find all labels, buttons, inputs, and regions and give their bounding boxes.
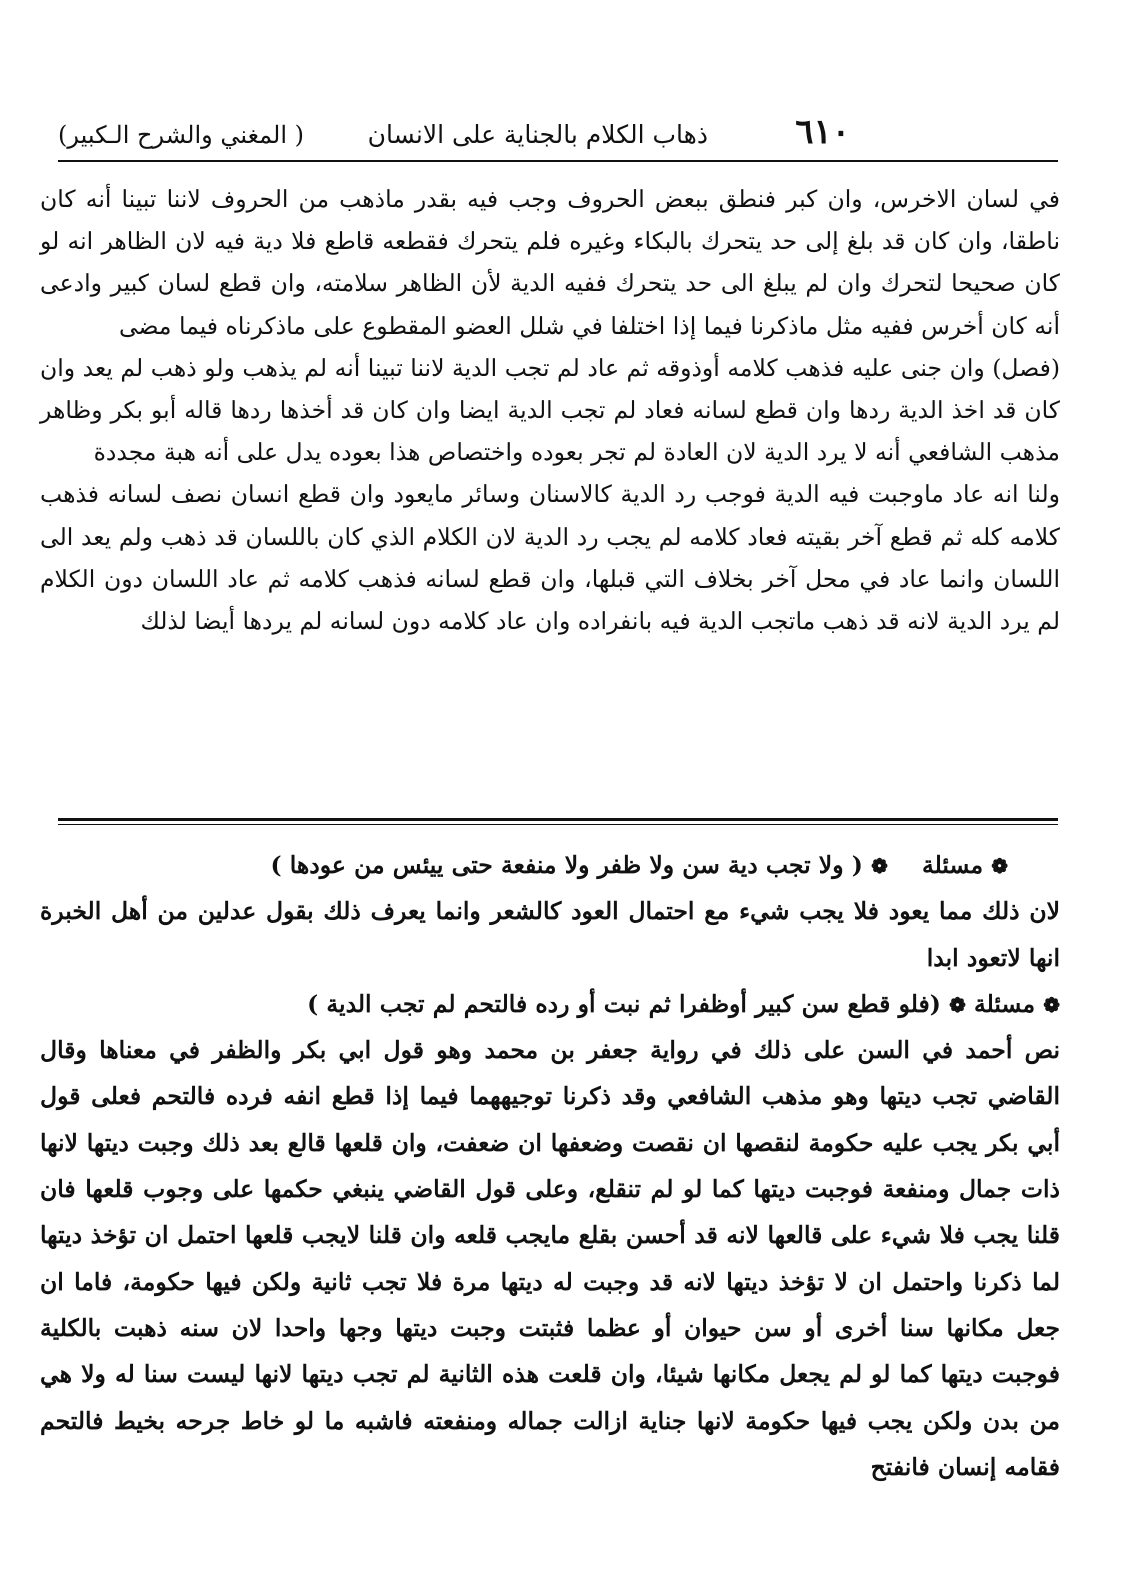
masala-label: مسئلة [974, 989, 1036, 1018]
masala-text: ( ولا تجب دية سن ولا ظفر ولا منفعة حتى ييئس من عودها ) [270, 851, 863, 879]
masala-heading [40, 981, 1060, 1027]
masala-heading [40, 842, 1060, 888]
header-rule [58, 160, 1058, 162]
masala-text: (فلو قطع سن كبير أوظفرا ثم نبت أو رده فالتحم لم تجب الدية ) [307, 989, 941, 1018]
paragraph: (فصل) وان جنى عليه فذهب كلامه أوذوقه ثم عاد لم تجب الدية لاننا تبينا أنه لم يذهب ولو ذهب لم يعد وان كان قد اخذ الدية ردها وان قطع لسانه فعاد لم تجب الدية ايضا وان كان قد أخذها ردها قاله أبو بكر وظاهر مذهب الشافعي أنه لا يرد الدية لان العادة لم تجر بعوده واختصاص هذا بعوده يدل على أنه هبة مجددة [40, 353, 1060, 467]
page-header [58, 112, 1058, 158]
divider-thin-line [58, 824, 1058, 825]
ornament-icon: ❁ [1043, 992, 1060, 1017]
ornament-icon: ❁ [949, 992, 966, 1017]
main-text [40, 178, 1060, 642]
book-title: ( المغني والشرح الـكبير) [58, 121, 304, 149]
divider-thick-line [58, 818, 1058, 821]
paragraph: ولنا انه عاد ماوجبت فيه الدية فوجب رد الدية كالاسنان وسائر مايعود وان قطع انسان نصف لسانه فذهب كلامه كله ثم قطع آخر بقيته فعاد كلامه لم يجب رد الدية لان الكلام الذي كان باللسان قد ذهب ولم يعد الى اللسان وانما عاد في محل آخر بخلاف التي قبلها، وان قطع لسانه فذهب كلامه ثم عاد اللسان دون الكلام لم يرد الدية لانه قد ذهب ماتجب الدية فيه بانفراده وان عاد كلامه دون لسانه لم يردها أيضا لذلك [40, 480, 1060, 636]
page-number: ٦١٠ [795, 112, 850, 152]
commentary-text [40, 842, 1060, 1490]
ornament-icon: ❁ [991, 854, 1008, 878]
ornament-icon: ❁ [871, 854, 888, 878]
running-title: ذهاب الكلام بالجناية على الانسان [367, 120, 708, 149]
paragraph: لان ذلك مما يعود فلا يجب شيء مع احتمال العود كالشعر وانما يعرف ذلك بقول عدلين من أهل الخبرة انها لاتعود ابدا [40, 897, 1060, 972]
masala-label: مسئلة [922, 851, 984, 879]
paragraph: في لسان الاخرس، وان كبر فنطق ببعض الحروف وجب فيه بقدر ماذهب من الحروف لاننا تبينا أنه كان ناطقا، وان كان قد بلغ إلى حد يتحرك بالبكاء وغيره فلم يتحرك فقطعه قاطع فلا دية فيه لان الظاهر انه لو كان صحيحا لتحرك وان لم يبلغ الى حد يتحرك ففيه الدية لأن الظاهر سلامته، وان قطع لسان كبير وادعى أنه كان أخرس ففيه مثل ماذكرنا فيما إذا اختلفا في شلل العضو المقطوع على ماذكرناه فيما مضى [40, 185, 1060, 340]
paragraph: نص أحمد في السن على ذلك في رواية جعفر بن محمد وهو قول ابي بكر والظفر في معناها وقال القاضي تجب ديتها وهو مذهب الشافعي وقد ذكرنا توجيههما فيما إذا قطع انفه فرده فالتحم فعلى قول أبي بكر يجب عليه حكومة لنقصها ان نقصت وضعفها ان ضعفت، وان قلعها قالع بعد ذلك وجبت ديتها لانها ذات جمال ومنفعة فوجبت ديتها كما لو لم تنقلع، وعلى قول القاضي ينبغي حكمها على وجوب قلعها فان قلنا يجب فلا شيء على قالعها لانه قد أحسن بقلع مايجب قلعه وان قلنا لايجب قلعها احتمل ان تؤخذ ديتها لما ذكرنا واحتمل ان لا تؤخذ ديتها لانه قد وجبت له ديتها مرة فلا تجب ثانية ولكن فيها حكومة، فاما ان جعل مكانها سنا أخرى أو سن حيوان أو عظما فثبتت وجبت ديتها وجها واحدا لان سنه ذهبت بالكلية فوجبت ديتها كما لو لم يجعل مكانها شيئا، وان قلعت هذه الثانية لم تجب ديتها لانها ليست سنا له ولا هي من بدن ولكن يجب فيها حكومة لانها جناية ازالت جماله ومنفعته فاشبه ما لو خاط جرحه بخيط فالتحم فقامه إنسان فانفتح [40, 1036, 1060, 1481]
section-divider [58, 818, 1058, 825]
